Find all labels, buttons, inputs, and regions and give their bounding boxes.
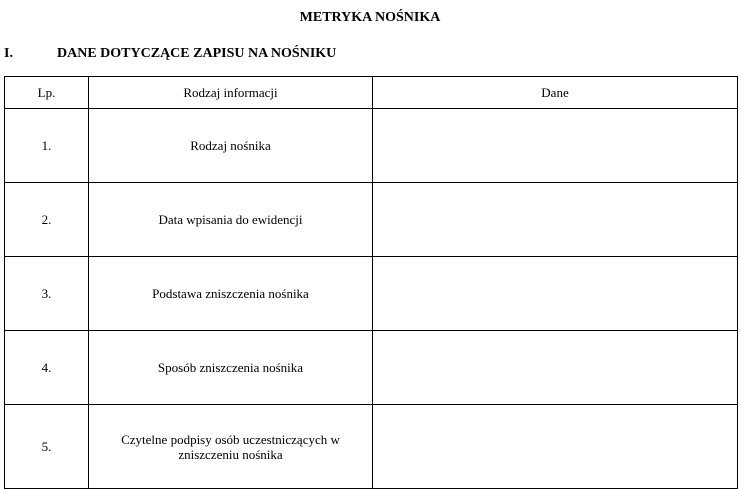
table-row [5,183,738,257]
header-lp: Lp. [5,77,89,109]
section-title: DANE DOTYCZĄCE ZAPISU NA NOŚNIKU [57,46,337,61]
row-number: 4. [5,331,89,405]
media-info-table [4,76,738,489]
section-heading [4,46,336,62]
table-row [5,405,738,489]
table-row [5,331,738,405]
row-info-type: Podstawa zniszczenia nośnika [89,257,373,331]
row-data-cell[interactable] [373,109,738,183]
section-number: I. [4,46,13,61]
row-number: 3. [5,257,89,331]
table-row [5,109,738,183]
header-info-type: Rodzaj informacji [89,77,373,109]
row-data-cell[interactable] [373,257,738,331]
row-info-type: Sposób zniszczenia nośnika [89,331,373,405]
document-title: METRYKA NOŚNIKA [299,10,441,25]
row-number: 5. [5,405,89,489]
table-row [5,257,738,331]
table-header-row [5,77,738,109]
row-data-cell[interactable] [373,331,738,405]
row-info-type: Czytelne podpisy osób uczestniczących w zniszczeniu nośnika [89,405,373,489]
row-number: 2. [5,183,89,257]
row-info-type: Data wpisania do ewidencji [89,183,373,257]
row-info-type: Rodzaj nośnika [89,109,373,183]
row-data-cell[interactable] [373,405,738,489]
row-number: 1. [5,109,89,183]
header-data: Dane [373,77,738,109]
row-data-cell[interactable] [373,183,738,257]
